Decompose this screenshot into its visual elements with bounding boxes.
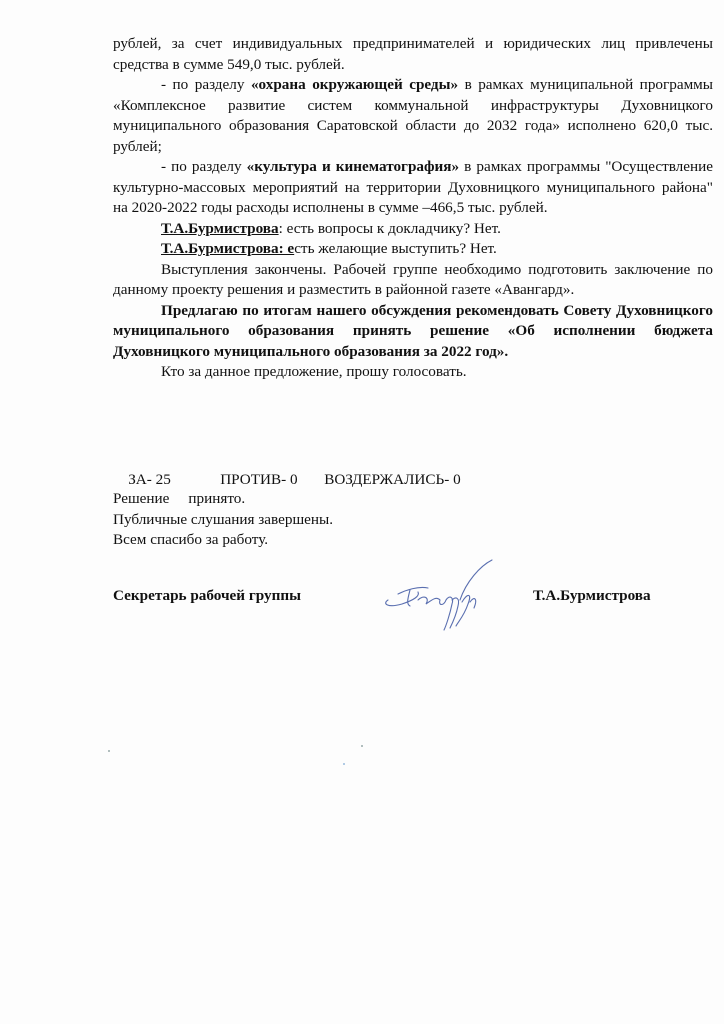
document-body (113, 34, 713, 383)
paragraph-vote-call (113, 362, 713, 383)
text-run: - по разделу (161, 76, 251, 93)
text-run: : есть вопросы к докладчику? Нет. (278, 219, 501, 237)
scan-speck (343, 763, 345, 765)
vote-for: ЗА- 25 (128, 471, 171, 488)
text-run: сть желающие выступить? Нет. (294, 240, 497, 257)
speaker-name: Т.А.Бурмистрова (161, 219, 279, 237)
speaker-name: Т.А.Бурмистрова: е (161, 240, 295, 257)
scan-speck (361, 745, 363, 747)
section-title-culture: «культура и кинематография» (246, 158, 460, 175)
text-run: Выступления закончены. Рабочей группе необходимо подготовить заключение по данному проекту решения и разместить в районной газете «Авангард». (113, 260, 713, 298)
scan-speck (108, 750, 110, 752)
signature-role: Секретарь рабочей группы (113, 587, 301, 604)
paragraph-proposal (113, 301, 713, 363)
handwritten-signature-icon (380, 556, 530, 636)
text-run: Предлагаю по итогам нашего обсуждения рекомендовать Совету Духовницкого муниципального образования принять решение «Об исполнении бюджета Духовницкого муниципального образования за 2022 год». (113, 301, 713, 360)
paragraph-questions (113, 219, 713, 240)
result-line: Решение принято. (113, 490, 246, 507)
result-line: Всем спасибо за работу. (113, 531, 269, 548)
text-run: Кто за данное предложение, прошу голосовать. (161, 363, 467, 380)
result-block (113, 489, 333, 551)
text-run: рублей, за счет индивидуальных предпринимателей и юридических лиц привлечены средства в сумме 549,0 тыс. рублей. (113, 35, 713, 73)
result-line: Публичные слушания завершены. (113, 510, 334, 528)
paragraph-conclusion (113, 260, 713, 301)
text-run: в рамках программы "Осуществление культурно-массовых мероприятий на территории Духовницкого муниципального района" на 2020-2022 годы расходы исполнены в сумме –466,5 тыс. рублей. (113, 158, 713, 216)
vote-against: ПРОТИВ- 0 (220, 471, 298, 488)
text-run: - по разделу (161, 158, 247, 175)
text-run: в рамках муниципальной программы «Комплексное развитие систем коммунальной инфраструктуры Духовницкого муниципального образования Саратовской области до 2032 года» исполнено 620,0 тыс. рублей; (113, 76, 713, 155)
section-title-environment: «охрана окружающей среды» (250, 76, 459, 93)
paragraph-environment (113, 75, 713, 157)
paragraph-culture (113, 157, 713, 219)
vote-abstained: ВОЗДЕРЖАЛИСЬ- 0 (324, 471, 461, 488)
paragraph-funds (113, 34, 713, 75)
signature-name: Т.А.Бурмистрова (533, 587, 651, 604)
paragraph-speakers (113, 239, 713, 260)
